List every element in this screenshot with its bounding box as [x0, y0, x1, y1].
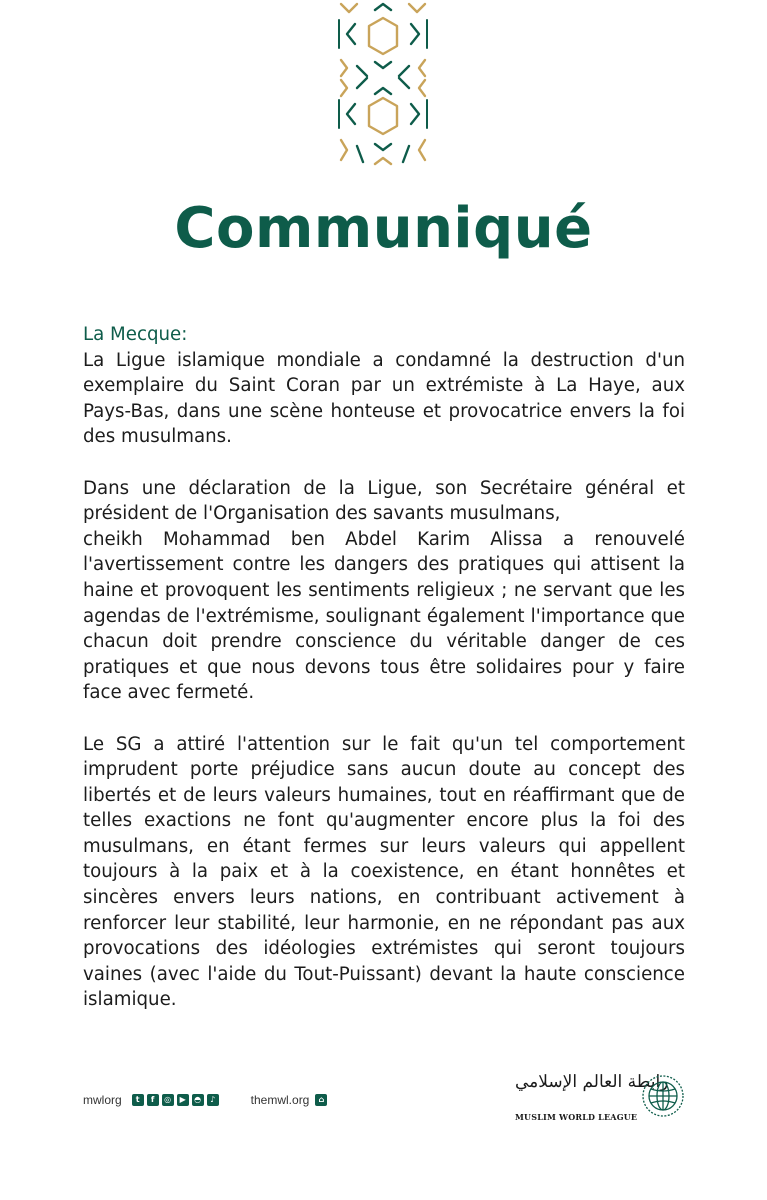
social-icons [132, 1094, 219, 1106]
communique-body [83, 322, 685, 1013]
page-title: Communiqué [174, 196, 593, 261]
logo-arabic-name: رابطة العالم الإسلامي [515, 1072, 669, 1092]
location-label: La Mecque: [83, 324, 188, 345]
social-handle: mwlorg [83, 1093, 122, 1107]
home-icon[interactable]: ⌂ [315, 1094, 327, 1106]
paragraph-2 [83, 476, 685, 706]
logo-english-name: MUSLIM WORLD LEAGUE [515, 1112, 638, 1122]
paragraph-2-intro: Dans une déclaration de la Ligue, son Secrétaire général et président de l'Organisation des savants musulmans, [83, 477, 685, 525]
mwl-logo [515, 1070, 687, 1130]
instagram-icon[interactable]: ◎ [162, 1094, 174, 1106]
paragraph-2-text: cheikh Mohammad ben Abdel Karim Alissa a renouvelé l'avertissement contre les dangers des pratiques qui attisent la haine et provoquent les sentiments religieux ; ne servant que les agendas de l'extrémisme, soulignant également l'importance que chacun doit prendre conscience du véritable danger de ces pratiques et que nous devons tous être solidaires pour y faire face avec fermeté. [83, 528, 685, 704]
facebook-icon[interactable]: f [147, 1094, 159, 1106]
footer [83, 1090, 327, 1110]
website-link[interactable]: themwl.org [250, 1093, 310, 1107]
geometric-ornament-icon [333, 0, 433, 168]
paragraph-1 [83, 322, 685, 450]
globe-emblem-icon [641, 1074, 685, 1118]
paragraph-3 [83, 732, 685, 1014]
paragraph-3-text: Le SG a attiré l'attention sur le fait qu'un tel comportement imprudent porte préjudice sans aucun doute au concept des libertés et de leurs valeurs humaines, tout en réaffirmant que de telles exactions ne font qu'augmenter encore plus la foi des musulmans, en étant fermes sur leurs valeurs qui appellent toujours à la paix et à la coexistence, en étant honnêtes et sincères envers leurs nations, en contribuant activement à renforcer leur stabilité, leur harmonie, en ne répondant pas aux provocations des idéologies extrémistes qui seront toujours vaines (avec l'aide du Tout-Puissant) devant la haute conscience islamique. [83, 733, 685, 1011]
paragraph-1-text: La Ligue islamique mondiale a condamné la destruction d'un exemplaire du Saint Coran par un extrémiste à La Haye, aux Pays-Bas, dans une scène honteuse et provocatrice envers la foi des musulmans. [83, 349, 685, 448]
snapchat-icon[interactable]: ◓ [192, 1094, 204, 1106]
twitter-icon[interactable]: t [132, 1094, 144, 1106]
youtube-icon[interactable]: ▶ [177, 1094, 189, 1106]
tiktok-icon[interactable]: ♪ [207, 1094, 219, 1106]
